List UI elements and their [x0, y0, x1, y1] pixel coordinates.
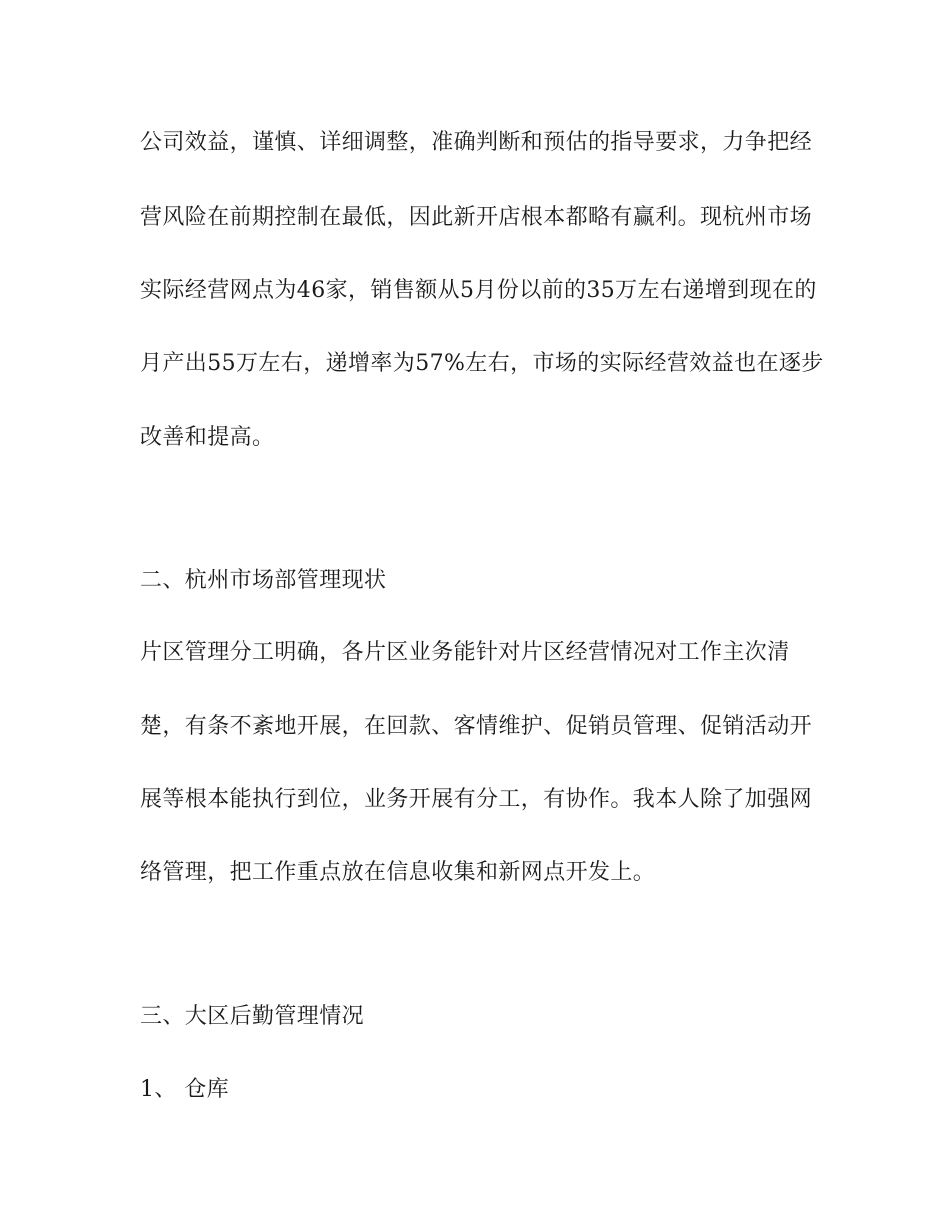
- paragraph-1-line-2: 营风险在前期控制在最低，因此新开店根本都略有赢利。现杭州市场: [140, 205, 813, 230]
- paragraph-1-line-4: 月产出55万左右，递增率为57%左右，市场的实际经营效益也在逐步: [140, 351, 824, 376]
- paragraph-1-line-3: 实际经营网点为46家，销售额从5月份以前的35万左右递增到现在的: [140, 278, 817, 303]
- section-heading-3: 三、大区后勤管理情况: [140, 1004, 365, 1029]
- paragraph-2-line-1: 片区管理分工明确，各片区业务能针对片区经营情况对工作主次清: [140, 640, 790, 665]
- paragraph-1-line-1: 公司效益，谨慎、详细调整，准确判断和预估的指导要求，力争把经: [140, 130, 813, 155]
- paragraph-2-line-3: 展等根本能执行到位，业务开展有分工，有协作。我本人除了加强网: [140, 787, 813, 812]
- subheading-warehouse: 1、 仓库: [140, 1077, 229, 1102]
- section-heading-2: 二、杭州市场部管理现状: [140, 568, 387, 593]
- paragraph-1-line-5: 改善和提高。: [140, 425, 275, 450]
- paragraph-2-line-4: 络管理，把工作重点放在信息收集和新网点开发上。: [140, 860, 656, 885]
- paragraph-2-line-2: 楚，有条不紊地开展，在回款、客情维护、促销员管理、促销活动开: [140, 714, 813, 739]
